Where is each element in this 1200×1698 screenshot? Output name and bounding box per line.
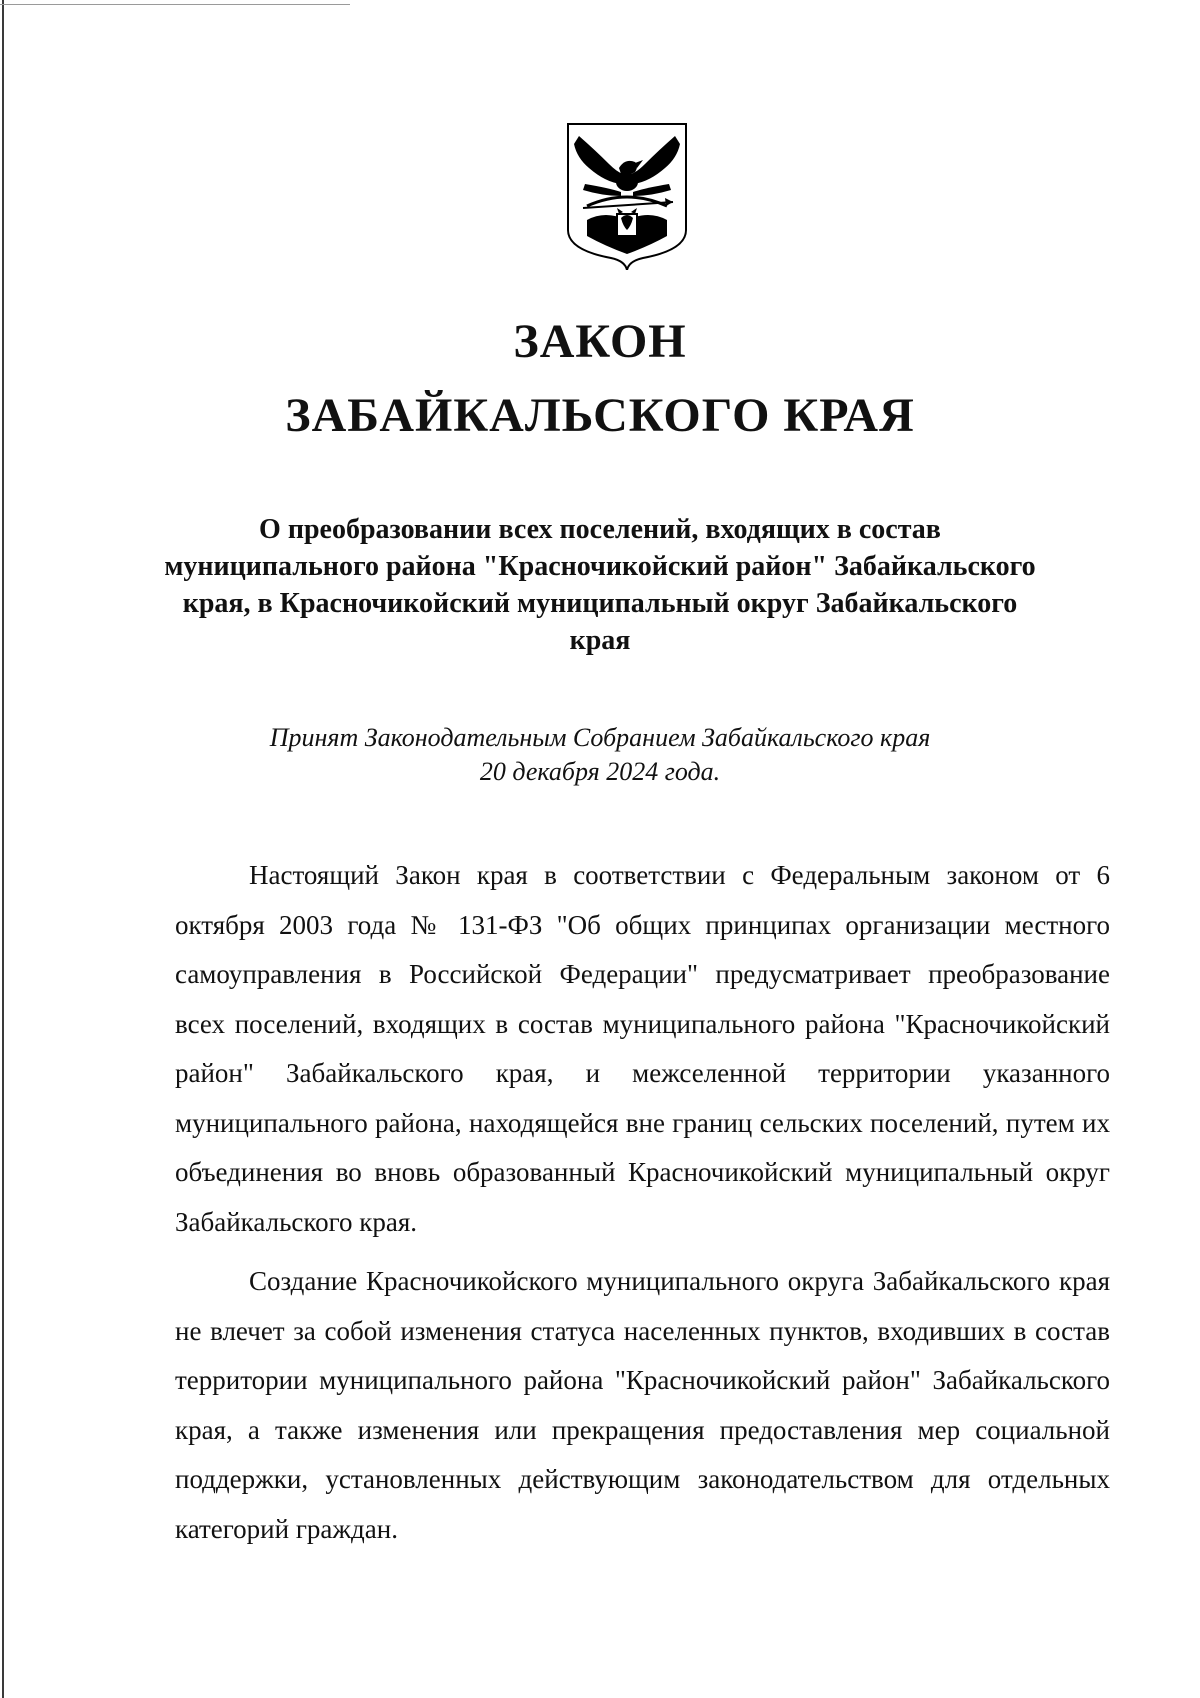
coat-of-arms-icon xyxy=(565,122,689,270)
scan-edge-left xyxy=(2,0,4,1698)
law-title: ЗАКОН xyxy=(513,315,687,368)
body-paragraph: Настоящий Закон края в соответствии с Федеральным законом от 6 октября 2003 года № 131-ФЗ "Об общих принципах организации местного самоуправления в Российской Федерации" предусматривает преобразование всех поселений, входящих в состав муниципального района "Красночикойский район" Забайкальского края, и межселенной территории указанного муниципального района, находящейся вне границ сельских поселений, путем их объединения во вновь образованный Красночикойский муниципальный округ Забайкальского края. xyxy=(175,860,1110,1237)
body-paragraph: Создание Красночикойского муниципального округа Забайкальского края не влечет за собой изменения статуса населенных пунктов, входивших в состав территории муниципального района "Красночикойский район" Забайкальского края, а также изменения или прекращения предоставления мер социальной поддержки, установленных действующим законодательством для отдельных категорий граждан. xyxy=(175,1266,1110,1544)
law-subject: О преобразовании всех поселений, входящих в состав муниципального района "Красночикойский район" Забайкальского края, в Красночикойский муниципальный округ Забайкальского края xyxy=(164,514,1036,656)
adoption-note xyxy=(150,721,1050,789)
adoption-body: Принят Законодательным Собранием Забайкальского края xyxy=(269,723,931,752)
law-region-title: ЗАБАЙКАЛЬСКОГО КРАЯ xyxy=(285,389,915,442)
law-body xyxy=(175,851,1110,1564)
adoption-date: 20 декабря 2024 года. xyxy=(479,757,721,786)
scan-edge-top xyxy=(0,4,350,5)
